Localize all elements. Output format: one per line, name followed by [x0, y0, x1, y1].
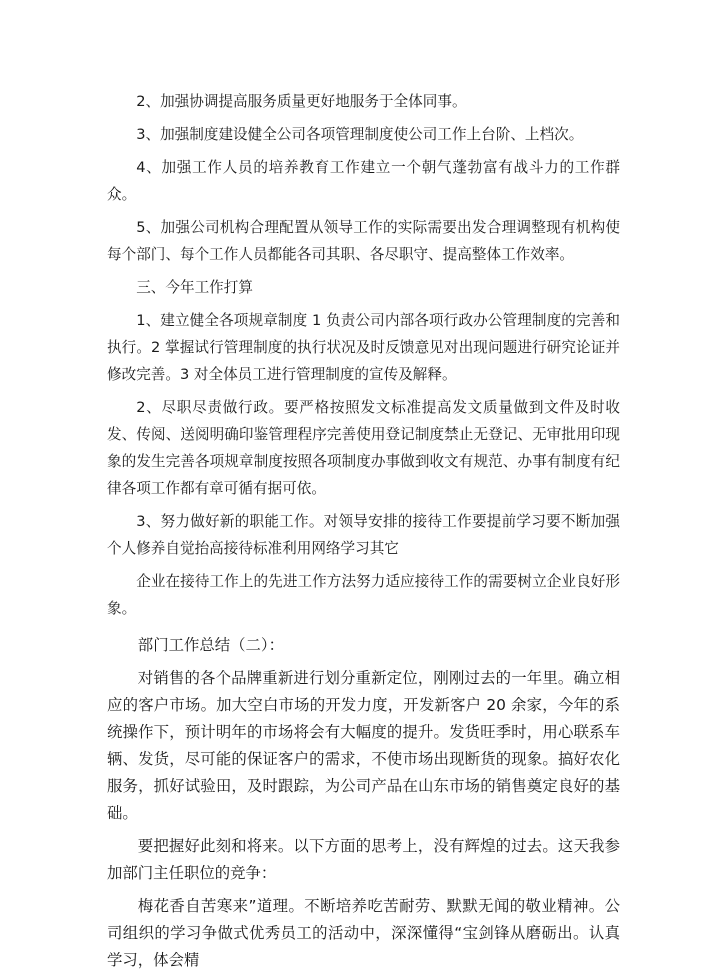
- section-heading-plan: 三、今年工作打算: [136, 279, 253, 296]
- document-body: [107, 88, 620, 980]
- plan-item-1: 1、建立健全各项规章制度 1 负责公司内部各项行政办公管理制度的完善和执行。2 掌握试行管理制度的执行状况及时反馈意见对出现问题进行研究论证并修改完善。3 对全体员工进行管理制度的宣传及解释。: [107, 312, 620, 383]
- summary-paragraph-2: 要把握好此刻和将来。以下方面的思考上，没有辉煌的过去。这天我参加部门主任职位的竞争：: [107, 837, 620, 882]
- paragraph-item-3: 3、加强制度建设健全公司各项管理制度使公司工作上台阶、上档次。: [136, 126, 584, 143]
- plan-item-3: 3、努力做好新的职能工作。对领导安排的接待工作要提前学习要不断加强个人修养自觉抬高接待标准利用网络学习其它: [107, 513, 620, 557]
- summary-paragraph-3: 梅花香自苦寒来”道理。不断培养吃苦耐劳、默默无闻的敬业精神。公司组织的学习争做式优秀员工的活动中，深深懂得“宝剑锋从磨砺出。认真学习，体会精: [107, 897, 620, 969]
- plan-item-2: 2、尽职尽责做行政。要严格按照发文标准提高发文质量做到文件及时收发、传阅、送阅明确印鉴管理程序完善使用登记制度禁止无登记、无审批用印现象的发生完善各项规章制度按照各项制度办事做到收文有规范、办事有制度有纪律各项工作都有章可循有据可依。: [107, 399, 620, 497]
- paragraph-item-4: 4、加强工作人员的培养教育工作建立一个朝气蓬勃富有战斗力的工作群众。: [107, 159, 620, 203]
- summary-paragraph-1: 对销售的各个品牌重新进行划分重新定位，刚刚过去的一年里。确立相应的客户市场。加大空白市场的开发力度，开发新客户 20 余家，今年的系统操作下，预计明年的市场将会有大幅度的提升。发货旺季时，用心联系车辆、发货，尽可能的保证客户的需求，不使市场出现断货的现象。搞好农化服务，抓好试验田，及时跟踪，为公司产品在山东市场的销售奠定良好的基础。: [107, 669, 620, 822]
- paragraph-item-5: 5、加强公司机构合理配置从领导工作的实际需要出发合理调整现有机构使每个部门、每个工作人员都能各司其职、各尽职守、提高整体工作效率。: [107, 219, 620, 263]
- paragraph-item-2: 2、加强协调提高服务质量更好地服务于全体同事。: [136, 93, 467, 110]
- plan-item-3-continued: 企业在接待工作上的先进工作方法努力适应接待工作的需要树立企业良好形象。: [107, 573, 620, 617]
- section-title-summary-two: 部门工作总结（二）：: [137, 636, 285, 654]
